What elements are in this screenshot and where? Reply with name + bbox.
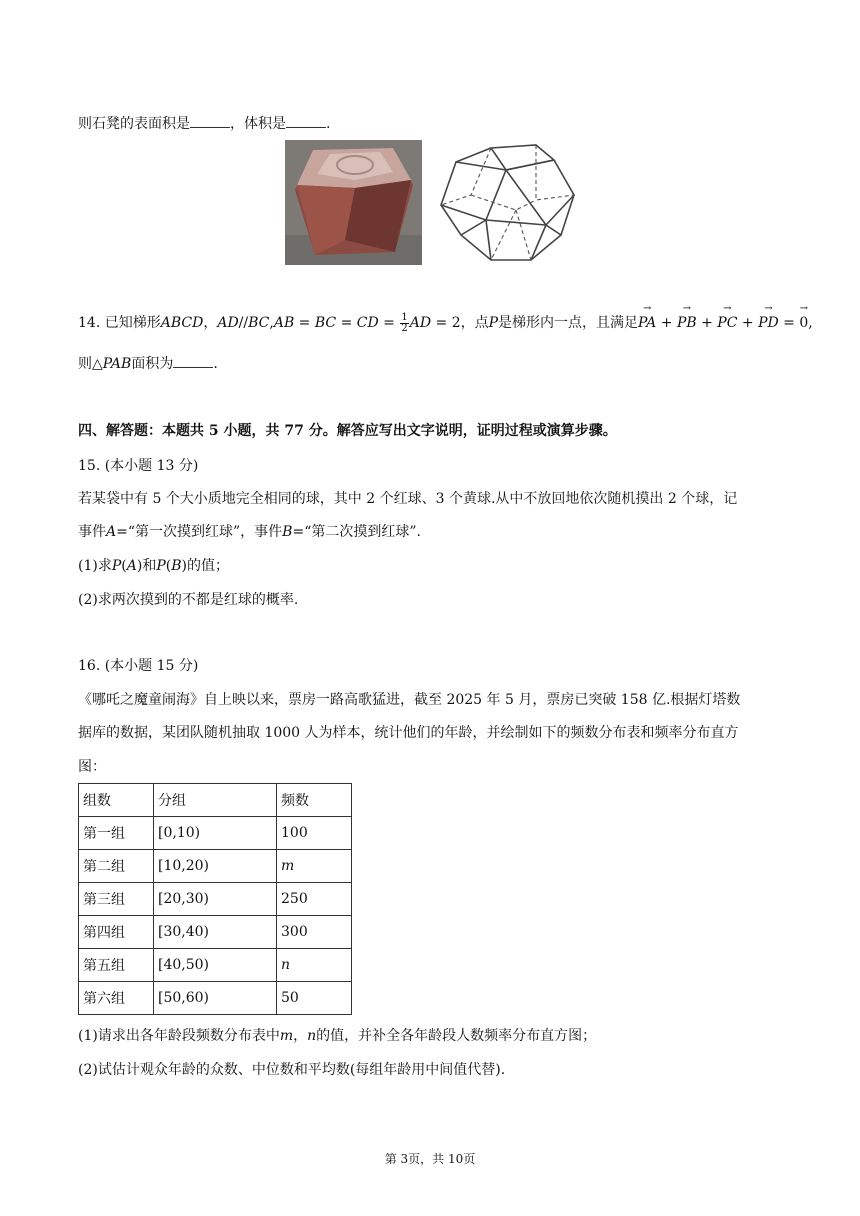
table-cell: 第一组: [79, 817, 154, 850]
q14-line2-a: 则△: [78, 356, 103, 372]
table-cell: m: [277, 850, 352, 883]
table-row: [79, 949, 352, 982]
q16-part-2: (2)试估计观众年龄的众数、中位数和平均数(每组年龄用中间值代替).: [78, 1062, 506, 1078]
q15-prob-b: P: [156, 558, 166, 574]
q16-part-1: [78, 1025, 596, 1045]
q14-line2-b: 面积为: [131, 356, 174, 372]
q14-vector-pc: → PC: [717, 315, 737, 331]
table-row: [79, 982, 352, 1015]
q15-event-a: A: [106, 524, 117, 540]
q16-part1-a: (1)请求出各年龄段频数分布表中: [78, 1028, 280, 1044]
table-header-cell: 分组: [154, 784, 277, 817]
q14-vector-pd: → PD: [758, 315, 779, 331]
q15-line2-a: 事件: [78, 524, 106, 540]
table-cell: 300: [277, 916, 352, 949]
q14-line2-end: .: [213, 356, 218, 372]
q16-var-m: m: [279, 1028, 294, 1044]
table-cell: 第二组: [79, 850, 154, 883]
q13-answer-line: [78, 113, 330, 133]
table-cell: 50: [277, 982, 352, 1015]
q15-part-1: (1)求P(A)和P(B)的值；: [78, 558, 229, 574]
table-cell: [40,50): [154, 949, 277, 982]
q13-text: 则石凳的表面积是: [78, 116, 190, 132]
table-cell: [10,20): [154, 850, 277, 883]
q14-fraction: $\frac{1}{2}$: [401, 311, 408, 334]
q14-text-d: 是梯形内一点，且满足: [498, 315, 639, 331]
q15-line2-c: =“第二次摸到红球”.: [292, 524, 421, 540]
table-cell: [50,60): [154, 982, 277, 1015]
table-cell: 第六组: [79, 982, 154, 1015]
table-cell: 100: [277, 817, 352, 850]
q15-line2-b: =“第一次摸到红球”，事件: [116, 524, 283, 540]
q14-text-a: 已知梯形: [104, 315, 161, 331]
frequency-table: [78, 783, 352, 1015]
q13-blank-2: [286, 115, 326, 128]
q13-text-mid: ，体积是: [230, 116, 286, 132]
q16-part1-sep: ，: [293, 1028, 308, 1044]
table-cell: 第四组: [79, 916, 154, 949]
q16-part1-b: 的值，并补全各年龄段人数频率分布直方图；: [316, 1028, 597, 1044]
page-footer: 第 3页，共 10页: [384, 1152, 476, 1166]
table-row: [79, 883, 352, 916]
q14-line-1: 14. 已知梯形ABCD，AD//BC,AB = BC = CD = $\frac{1}{2}$ AD = 2，点P是梯形内一点，且满足→ PA + → PB + → PC + → PD = → 0,: [78, 312, 813, 334]
table-cell: [0,10): [154, 817, 277, 850]
q14-blank: [173, 355, 213, 368]
table-cell: 第五组: [79, 949, 154, 982]
table-row: [79, 916, 352, 949]
table-cell: [30,40): [154, 916, 277, 949]
q15-line-1: 若某袋中有 5 个大小质地完全相同的球，其中 2 个红球、3 个黄球.从中不放回地依次随机摸出 2 个球，记: [78, 491, 738, 507]
table-cell: n: [277, 949, 352, 982]
table-header-cell: 频数: [277, 784, 352, 817]
table-cell: [20,30): [154, 883, 277, 916]
section-4-heading: 四、解答题：本题共 5 小题，共 77 分。解答应写出文字说明，证明过程或演算步骤。: [78, 423, 617, 439]
q14-number: 14.: [78, 315, 101, 331]
q15-part-2: (2)求两次摸到的不都是红球的概率.: [78, 592, 299, 608]
stone-stool-photo: [285, 140, 422, 265]
cuboctahedron-diagram: [436, 140, 578, 266]
q16-line-1: 《哪吒之魔童闹海》自上映以来，票房一路高歌猛进，截至 2025 年 5 月，票房已突破 158 亿.根据灯塔数: [78, 692, 741, 708]
q14-vector-pb: → PB: [677, 315, 697, 331]
q16-var-n: n: [307, 1028, 317, 1044]
q13-text-end: .: [326, 116, 331, 132]
q16-line-3: 图：: [78, 759, 106, 775]
table-row: [79, 817, 352, 850]
q15-part1-b: 和: [142, 558, 157, 574]
table-row: [79, 850, 352, 883]
q15-part1-a: (1)求: [78, 558, 112, 574]
q16-line-2: 据库的数据，某团队随机抽取 1000 人为样本，统计他们的年龄，并绘制如下的频数分布表和频率分布直方: [78, 725, 739, 741]
q13-blank-1: [190, 115, 230, 128]
q14-vector-zero: → 0: [799, 315, 808, 331]
table-cell: 第三组: [79, 883, 154, 916]
q15-event-b: B: [282, 524, 293, 540]
q14-math-pab: PAB: [102, 356, 132, 372]
q15-line-2: [78, 521, 421, 541]
q14-text-c: ，点: [460, 315, 489, 331]
table-header-cell: 组数: [79, 784, 154, 817]
q14-line-2: [78, 353, 218, 373]
q14-text-b: ，: [203, 315, 218, 331]
q14-math-abcd: ABCD: [160, 315, 204, 331]
q14-math-eq: AB: [273, 315, 295, 331]
q15-header: 15. (本小题 13 分): [78, 458, 199, 474]
q14-math-parallel: AD: [217, 315, 239, 331]
q14-vector-pa: → PA: [638, 315, 656, 331]
q14-math-p: P: [488, 315, 499, 331]
table-cell: 250: [277, 883, 352, 916]
q15-part1-c: 的值；: [186, 558, 229, 574]
table-header-row: [79, 784, 352, 817]
q15-prob-a: P: [111, 558, 122, 574]
q16-header: 16. (本小题 15 分): [78, 658, 199, 674]
